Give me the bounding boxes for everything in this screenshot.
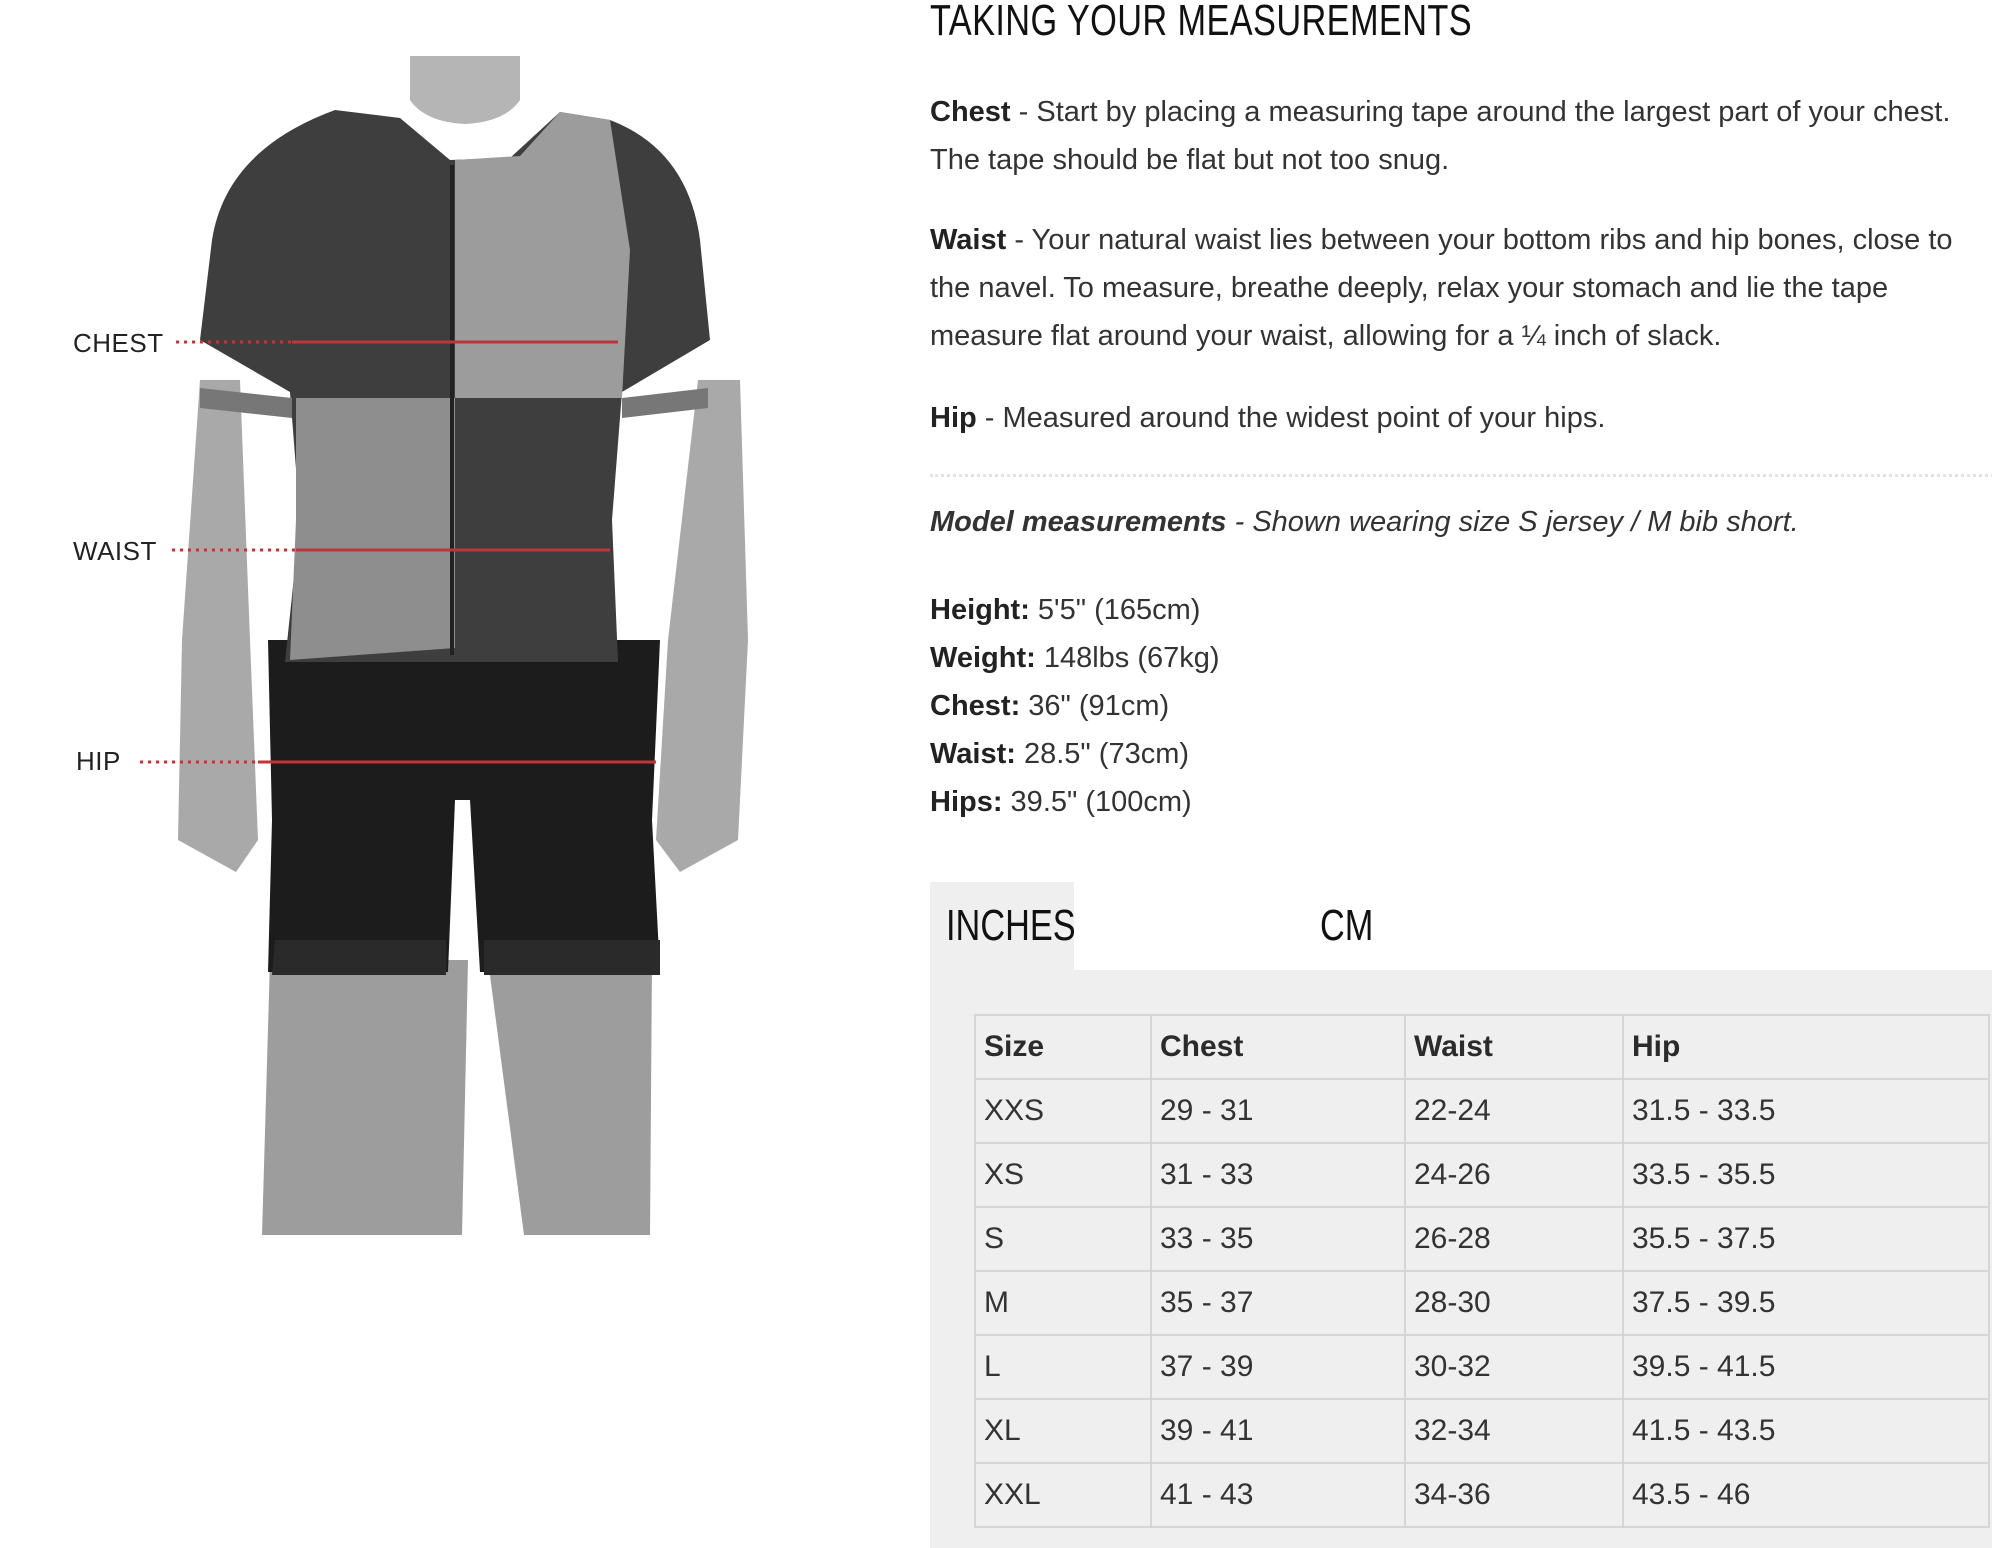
table-cell: XXS <box>975 1079 1151 1143</box>
table-cell: 37.5 - 39.5 <box>1623 1271 1989 1335</box>
chest-text: - Start by placing a measuring tape around the largest part of your chest. <box>1010 96 1951 128</box>
model-note <box>930 506 1799 539</box>
tab-cm-label: CM <box>1320 901 1374 950</box>
model-illustration <box>0 0 900 1548</box>
stat-chest <box>930 682 1220 730</box>
stat-waist <box>930 730 1220 778</box>
table-cell: M <box>975 1271 1151 1335</box>
table-cell: 35.5 - 37.5 <box>1623 1207 1989 1271</box>
model-figure <box>0 0 900 1548</box>
table-cell: 24-26 <box>1405 1143 1623 1207</box>
model-text: - Shown wearing size S jersey / M bib short. <box>1226 506 1799 538</box>
model-stats <box>930 586 1220 826</box>
table-cell: 43.5 - 46 <box>1623 1463 1989 1527</box>
hip-label: HIP <box>76 746 121 776</box>
table-cell: 31.5 - 33.5 <box>1623 1079 1989 1143</box>
table-row <box>975 1143 1989 1207</box>
table-cell: 33.5 - 35.5 <box>1623 1143 1989 1207</box>
table-cell: 28-30 <box>1405 1271 1623 1335</box>
table-cell: 33 - 35 <box>1151 1207 1405 1271</box>
stat-label: Chest: <box>930 690 1021 722</box>
waist-label: WAIST <box>73 536 157 566</box>
column-header: Waist <box>1405 1015 1623 1079</box>
stat-label: Waist: <box>930 738 1016 770</box>
size-table <box>974 1014 1990 1528</box>
table-cell: 39 - 41 <box>1151 1399 1405 1463</box>
table-cell: 35 - 37 <box>1151 1271 1405 1335</box>
column-header: Size <box>975 1015 1151 1079</box>
table-cell: 22-24 <box>1405 1079 1623 1143</box>
waist-text: - Your natural waist lies between your bottom ribs and hip bones, close to <box>1006 224 1953 256</box>
column-header: Hip <box>1623 1015 1989 1079</box>
stat-value: 36" (91cm) <box>1020 690 1170 722</box>
column-header: Chest <box>1151 1015 1405 1079</box>
table-cell: 37 - 39 <box>1151 1335 1405 1399</box>
table-row <box>975 1335 1989 1399</box>
table-row <box>975 1399 1989 1463</box>
stat-value: 148lbs (67kg) <box>1035 642 1220 674</box>
tab-cm[interactable] <box>1320 882 1460 970</box>
chest-text-2: The tape should be flat but not too snug. <box>930 144 1450 176</box>
waist-instructions <box>930 216 1992 360</box>
stat-value: 39.5" (100cm) <box>1002 786 1192 818</box>
stat-value: 5'5" (165cm) <box>1029 594 1201 626</box>
table-row <box>975 1463 1989 1527</box>
hip-text: - Measured around the widest point of your hips. <box>976 402 1606 434</box>
stat-label: Height: <box>930 594 1030 626</box>
model-term: Model measurements <box>930 506 1227 538</box>
table-cell: 30-32 <box>1405 1335 1623 1399</box>
table-cell: 32-34 <box>1405 1399 1623 1463</box>
waist-term: Waist <box>930 224 1007 256</box>
table-cell: 41 - 43 <box>1151 1463 1405 1527</box>
waist-text-2: the navel. To measure, breathe deeply, relax your stomach and lie the tape <box>930 272 1889 304</box>
measurement-guide <box>930 0 1992 1548</box>
table-cell: 41.5 - 43.5 <box>1623 1399 1989 1463</box>
tab-inches[interactable] <box>930 882 1074 970</box>
stat-hips <box>930 778 1220 826</box>
table-cell: 31 - 33 <box>1151 1143 1405 1207</box>
table-row <box>975 1207 1989 1271</box>
table-row <box>975 1079 1989 1143</box>
table-cell: S <box>975 1207 1151 1271</box>
table-cell: L <box>975 1335 1151 1399</box>
size-chart-panel <box>930 970 1992 1548</box>
chest-label: CHEST <box>73 328 164 358</box>
tab-inches-label: INCHES <box>946 901 1076 950</box>
hip-term: Hip <box>930 402 977 434</box>
chest-instructions <box>930 88 1992 184</box>
stat-value: 28.5" (73cm) <box>1015 738 1190 770</box>
hip-instructions <box>930 394 1992 442</box>
table-row <box>975 1271 1989 1335</box>
table-cell: 34-36 <box>1405 1463 1623 1527</box>
page-title: TAKING YOUR MEASUREMENTS <box>930 0 1473 45</box>
table-cell: 29 - 31 <box>1151 1079 1405 1143</box>
chest-term: Chest <box>930 96 1011 128</box>
waist-text-3: measure flat around your waist, allowing for a ¼ inch of slack. <box>930 320 1722 352</box>
table-cell: 39.5 - 41.5 <box>1623 1335 1989 1399</box>
table-cell: XS <box>975 1143 1151 1207</box>
stat-label: Hips: <box>930 786 1003 818</box>
stat-height <box>930 586 1220 634</box>
stat-weight <box>930 634 1220 682</box>
table-cell: 26-28 <box>1405 1207 1623 1271</box>
table-cell: XXL <box>975 1463 1151 1527</box>
table-header-row <box>975 1015 1989 1079</box>
table-cell: XL <box>975 1399 1151 1463</box>
divider <box>930 474 1992 477</box>
stat-label: Weight: <box>930 642 1036 674</box>
